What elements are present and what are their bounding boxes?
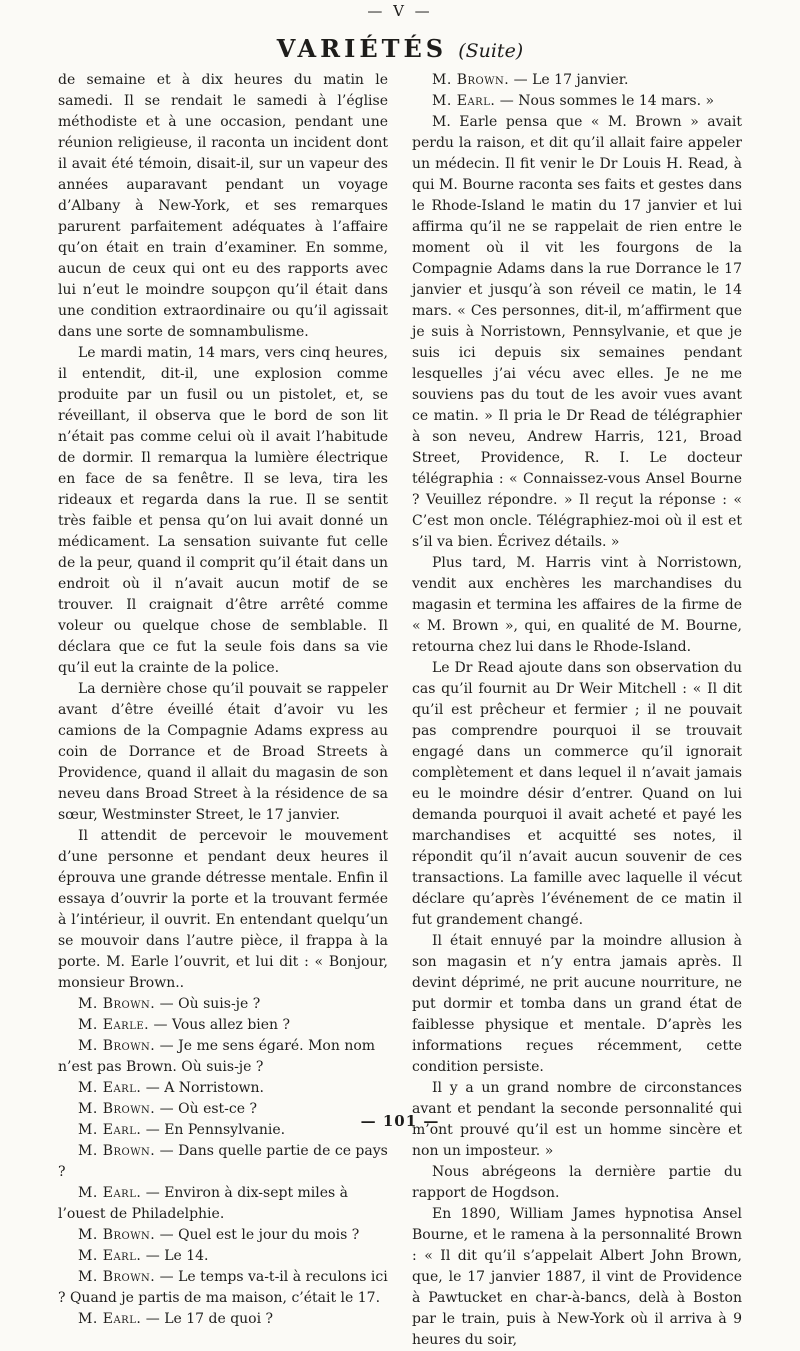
dialog-line <box>58 1183 388 1225</box>
dialog-speaker: M. Earl. <box>432 93 496 109</box>
dialog-text: — Dans quelle partie de ce pays ? <box>58 1143 388 1180</box>
paragraph: Plus tard, M. Harris vint à Norristown, vendit aux enchères les marchandises du magasin et termina les affaires de la firme de « M. Brown », qui, en qualité de M. Bourne, retourna chez lui dans le Rhode-Island. <box>412 555 742 655</box>
dialog-text: — Le 17 janvier. <box>509 72 629 88</box>
title-main: VARIÉTÉS <box>276 34 448 63</box>
dialog-speaker: M. Earl. <box>78 1248 142 1264</box>
dialog-text: — Le 17 de quoi ? <box>141 1311 274 1327</box>
dialog-line <box>58 1036 388 1078</box>
dialog-speaker: M. Brown. <box>78 996 156 1012</box>
left-column <box>58 70 388 1330</box>
dialog-text: — En Pennsylvanie. <box>141 1122 286 1138</box>
dialog-text: — Le temps va-t-il à reculons ici ? Quand je partis de ma maison, c’était le 17. <box>58 1269 388 1306</box>
dialog-speaker: M. Earl. <box>78 1080 142 1096</box>
dialog-line <box>412 91 742 112</box>
paragraph: Le Dr Read ajoute dans son observation du cas qu’il fournit au Dr Weir Mitchell : « Il dit qu’il est prêcheur et fermier ; il ne pouvait pas comprendre pourquoi il se trouvait engagé dans un commerce qu’il ignorait complètement et dans lequel il n’avait jamais eu le moindre désir d’entrer. Quand on lui demanda pourquoi il avait acheté et payé les marchandises et acquitté ses notes, il répondit qu’il n’avait aucun souvenir de ces transactions. La famille avec laquelle il vécut déclare qu’après l’événement de ce matin il fut grandement changé. <box>412 660 742 928</box>
dialog-text: — A Norristown. <box>141 1080 264 1096</box>
dialog-speaker: M. Earle. <box>78 1017 150 1033</box>
dialog-line <box>58 1141 388 1183</box>
dialog-line <box>58 1078 388 1099</box>
title-suite: (Suite) <box>458 40 524 62</box>
dialog-text: — Le 14. <box>141 1248 209 1264</box>
page-title <box>0 34 800 63</box>
dialog-speaker: M. Brown. <box>78 1227 156 1243</box>
dialog-speaker: M. Brown. <box>432 72 510 88</box>
paragraph: Nous abrégeons la dernière partie du rapport de Hogdson. <box>412 1164 742 1201</box>
dialog-speaker: M. Earl. <box>78 1311 142 1327</box>
dialog-line <box>58 1246 388 1267</box>
dialog-text: — Où est-ce ? <box>155 1101 257 1117</box>
dialog-text: — Je me sens égaré. Mon nom n’est pas Brown. Où suis-je ? <box>58 1038 376 1075</box>
paragraph: Il attendit de percevoir le mouvement d’une personne et pendant deux heures il éprouva une grande détresse mentale. Enfin il essaya d’ouvrir la porte et la trouvant fermée à l’intérieur, il ouvrit. En entendant quelqu’un se mouvoir dans l’autre pièce, il frappa à la porte. M. Earle l’ouvrit, et lui dit : « Bonjour, monsieur Brown.. <box>58 828 388 991</box>
dialog-speaker: M. Brown. <box>78 1101 156 1117</box>
paragraph: Il y a un grand nombre de circonstances avant et pendant la seconde personnalité qui m’ont prouvé qu’il est un homme sincère et non un imposteur. » <box>412 1080 742 1159</box>
dialog-text: — Nous sommes le 14 mars. » <box>495 93 715 109</box>
paragraph: Le mardi matin, 14 mars, vers cinq heures, il entendit, dit-il, une explosion comme produite par un fusil ou un pistolet, et, se réveillant, il observa que le bord de son lit n’était pas comme celui où il avait l’habitude de dormir. Il remarqua la lumière électrique en face de sa fenêtre. Il se leva, tira les rideaux et regarda dans la rue. Il se sentit très faible et pensa qu’on lui avait donné un médicament. La sensation suivante fut celle de la peur, quand il comprit qu’il était dans un endroit où il n’avait aucun motif de se trouver. Il craignait d’être arrêté comme voleur ou quelque chose de semblable. Il déclara que ce fut la seule fois dans sa vie qu’il eut la crainte de la police. <box>58 345 388 676</box>
dialog-line <box>58 994 388 1015</box>
dialog-speaker: M. Earl. <box>78 1122 142 1138</box>
section-mark: — V — <box>367 2 433 20</box>
dialog-line <box>58 1015 388 1036</box>
dialog-line <box>58 1267 388 1309</box>
dialog-text: — Où suis-je ? <box>155 996 261 1012</box>
page-number: — 101 — <box>360 1112 440 1130</box>
dialog-speaker: M. Brown. <box>78 1143 156 1159</box>
paragraph: de semaine et à dix heures du matin le samedi. Il se rendait le samedi à l’église méthodiste et à une occasion, pendant une réunion religieuse, il raconta un incident dont il avait été témoin, disait-il, sur un vapeur des années auparavant pendant un voyage d’Albany à New-York, et ses remarques parurent parfaitement adéquates à l’affaire qu’on était en train d’examiner. En somme, aucun de ceux qui ont eu des rapports avec lui n’eut le moindre soupçon qu’il était dans une condition extraordinaire ou qu’il agissait dans une sorte de somnambulisme. <box>58 72 388 340</box>
dialog-line <box>58 1225 388 1246</box>
paragraph: En 1890, William James hypnotisa Ansel Bourne, et le ramena à la personnalité Brown : « Il dit qu’il s’appelait Albert John Brown, que, le 17 janvier 1887, il vint de Providence à Pawtucket en char-à-bancs, delà à Boston par le train, puis à New-York où il arriva à 9 heures du soir, <box>412 1206 742 1348</box>
dialog-speaker: M. Brown. <box>78 1269 156 1285</box>
right-column <box>412 70 742 1351</box>
dialog-line <box>58 1309 388 1330</box>
dialog-text: — Vous allez bien ? <box>149 1017 291 1033</box>
dialog-line <box>412 70 742 91</box>
dialog-text: — Environ à dix-sept miles à l’ouest de Philadelphie. <box>58 1185 349 1222</box>
paragraph: Il était ennuyé par la moindre allusion à son magasin et n’y entra jamais après. Il devint déprimé, ne prit aucune nourriture, ne put dormir et tomba dans un grand état de faiblesse physique et mentale. D’après les informations reçues récemment, cette condition persiste. <box>412 933 742 1075</box>
dialog-speaker: M. Earl. <box>78 1185 142 1201</box>
dialog-speaker: M. Brown. <box>78 1038 156 1054</box>
paragraph: La dernière chose qu’il pouvait se rappeler avant d’être éveillé était d’avoir vu les camions de la Compagnie Adams express au coin de Dorrance et de Broad Streets à Providence, quand il allait du magasin de son neveu dans Broad Street à la résidence de sa sœur, Westminster Street, le 17 janvier. <box>58 681 388 823</box>
paragraph: M. Earle pensa que « M. Brown » avait perdu la raison, et dit qu’il allait faire appeler un médecin. Il fit venir le Dr Louis H. Read, à qui M. Bourne raconta ses faits et gestes dans le Rhode-Island le matin du 17 janvier et lui affirma qu’il ne se rappelait de rien entre le moment où il vit les fourgons de la Compagnie Adams dans la rue Dorrance le 17 janvier et jusqu’à son réveil ce matin, le 14 mars. « Ces personnes, dit-il, m’affirment que je suis à Norristown, Pennsylvanie, et que je suis ici depuis six semaines pendant lesquelles j’ai vécu avec elles. Je ne me souviens pas du tout de les avoir vues avant ce matin. » Il pria le Dr Read de télégraphier à son neveu, Andrew Harris, 121, Broad Street, Providence, R. I. Le docteur télégraphia : « Connaissez-vous Ansel Bourne ? Veuillez répondre. » Il reçut la réponse : « C’est mon oncle. Télégraphiez-moi où il est et s’il va bien. Écrivez détails. » <box>412 114 742 550</box>
dialog-text: — Quel est le jour du mois ? <box>155 1227 360 1243</box>
